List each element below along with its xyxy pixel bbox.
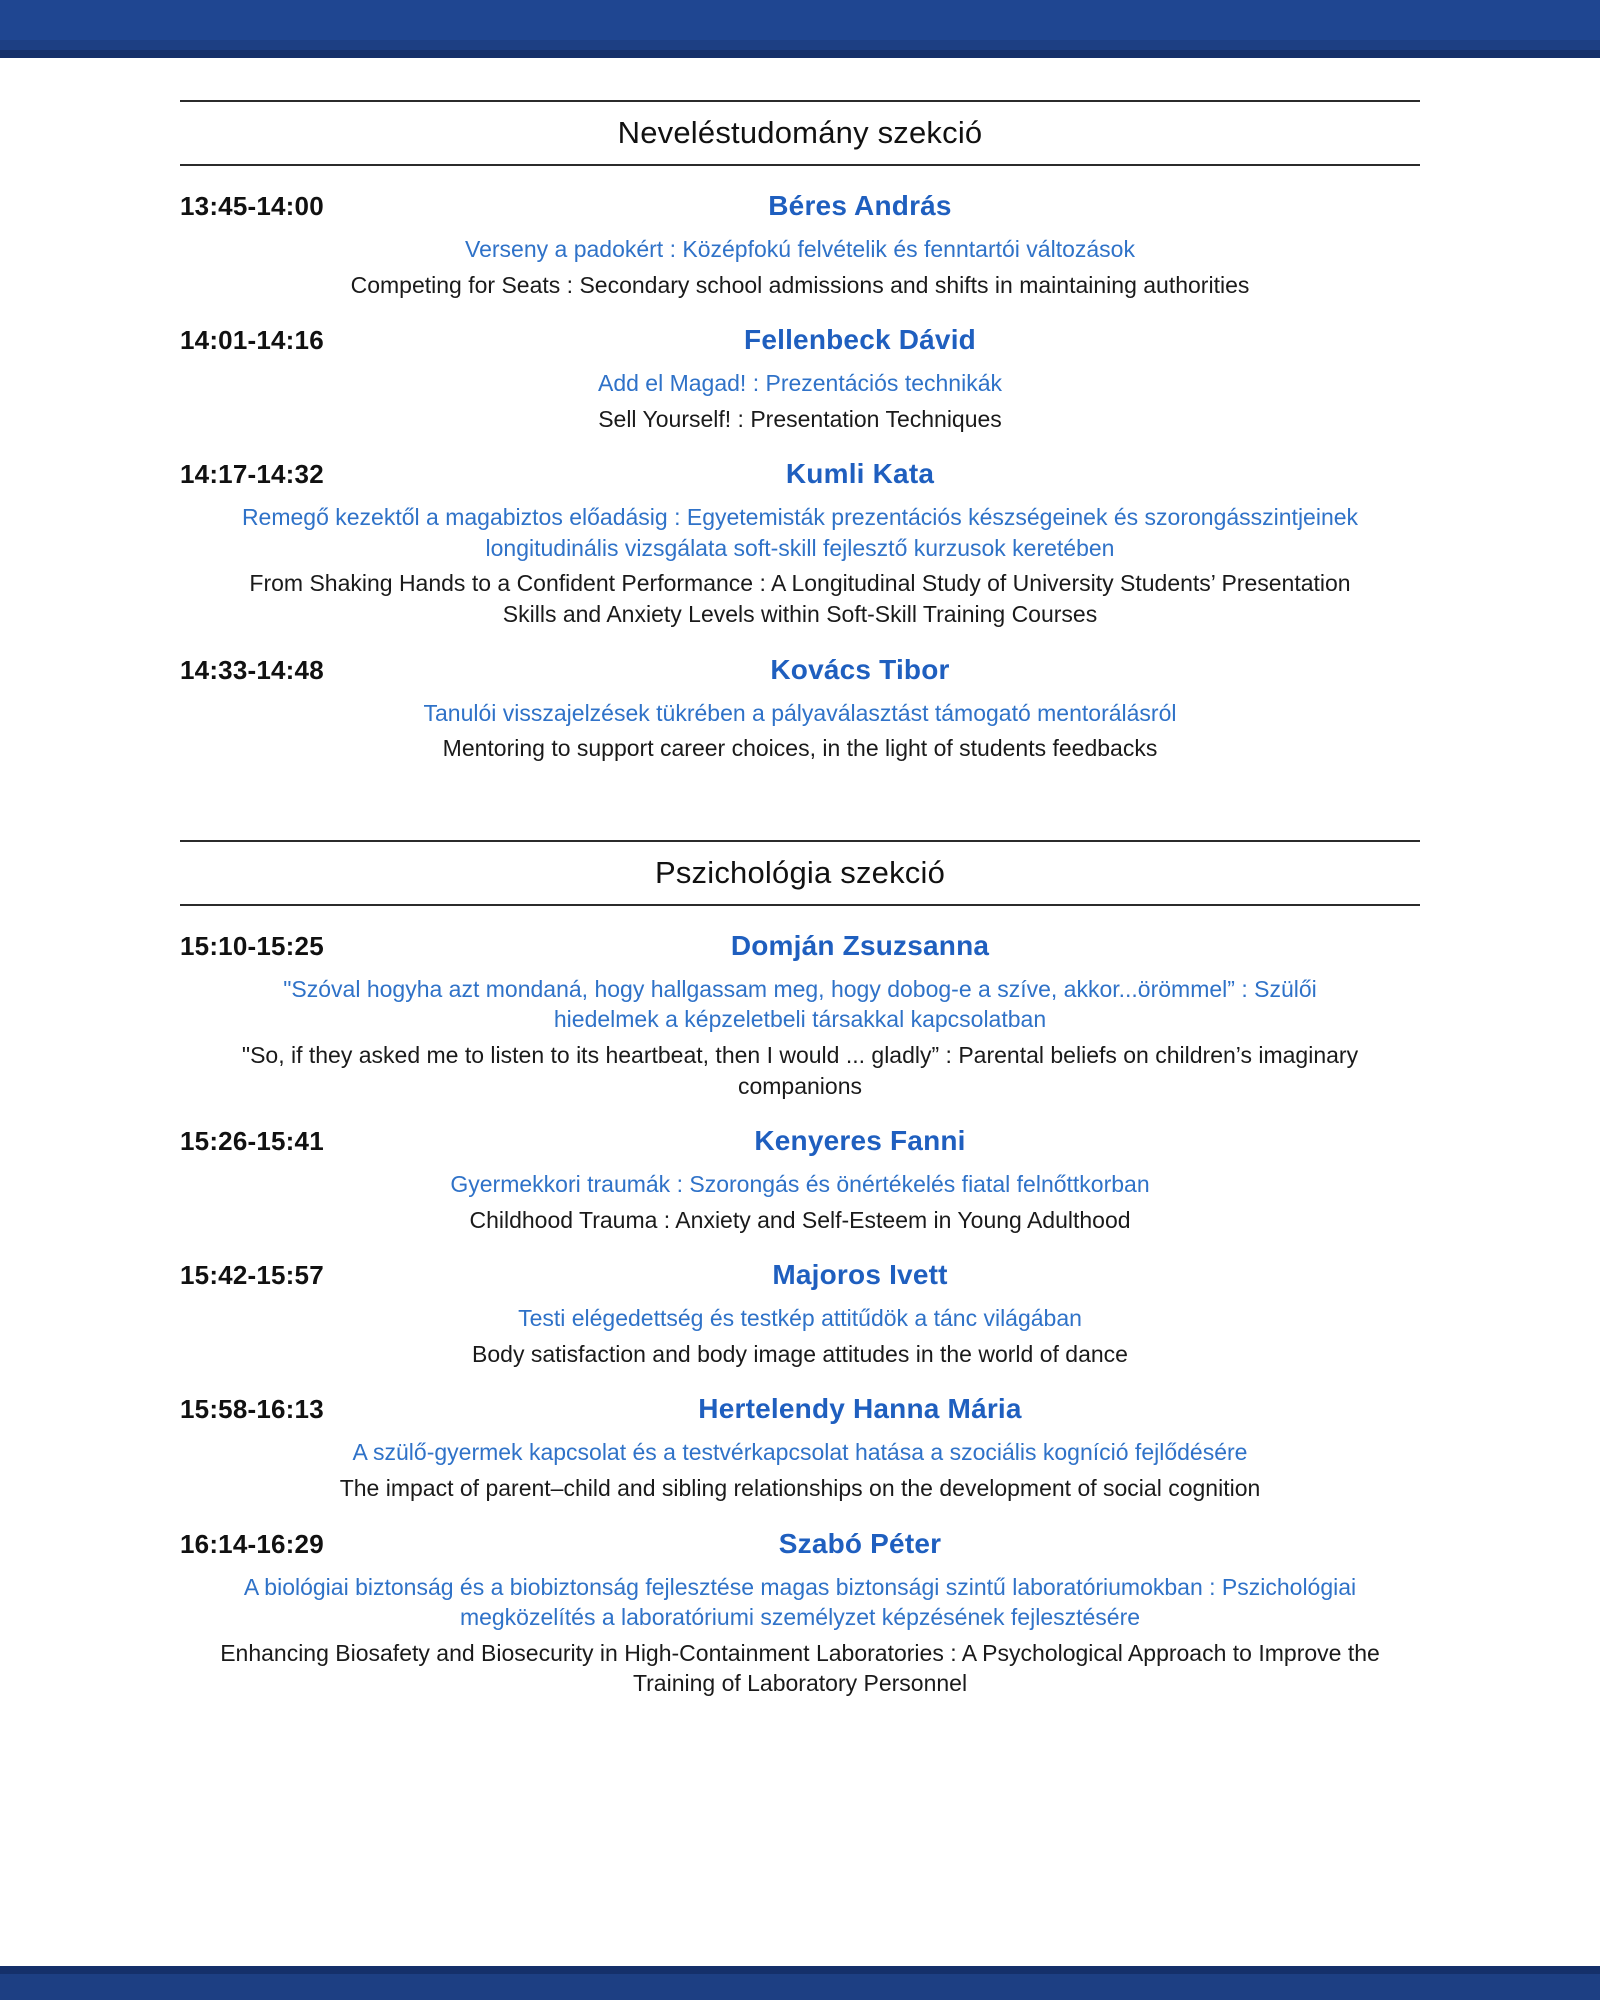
banner-bottom-rule [0, 50, 1600, 58]
talk-author: Hertelendy Hanna Mária [698, 1393, 1022, 1425]
bottom-banner-rule [0, 1966, 1600, 1974]
talk-time: 14:33-14:48 [180, 654, 324, 685]
talk-author: Domján Zsuzsanna [730, 929, 990, 961]
talk-title-en: Enhancing Biosafety and Biosecurity in High-Containment Laboratories : A Psychological Approach to Improve the Training of Laboratory Personnel [220, 1639, 1380, 1697]
talk-title-hu: "Szóval hogyha azt mondaná, hogy hallgassam meg, hogy dobog-e a szíve, akkor...örömmel” : Szülői hiedelmek a képzeletbeli társakkal kapcsolatban [283, 975, 1317, 1033]
talk-title-en: Childhood Trauma : Anxiety and Self-Esteem in Young Adulthood [469, 1206, 1131, 1233]
talk-header [180, 190, 1420, 228]
section-title: Pszichológia szekció [180, 840, 1420, 906]
section-spacer [180, 764, 1420, 798]
talk-title-en: The impact of parent–child and sibling relationships on the development of social cognition [339, 1474, 1261, 1501]
talk-title-en: From Shaking Hands to a Confident Performance : A Longitudinal Study of University Students’ Presentation Skills and Anxiety Levels within Soft-Skill Training Courses [249, 570, 1351, 628]
talk-header [180, 458, 1420, 496]
page-bottom-banner [0, 1966, 1600, 2000]
talk-title-hu: Verseny a padokért : Középfokú felvételik és fenntartói változások [465, 236, 1135, 262]
talk-header [180, 654, 1420, 692]
talk-title-en: Mentoring to support career choices, in the light of students feedbacks [442, 735, 1158, 762]
talk-item [180, 930, 1420, 1101]
talk-title-en: Sell Yourself! : Presentation Techniques [598, 405, 1002, 432]
talk-item [180, 1528, 1420, 1699]
section-title: Neveléstudomány szekció [180, 100, 1420, 166]
talk-title-hu: Remegő kezektől a magabiztos előadásig : Egyetemisták prezentációs készségeinek és szorongásszintjeinek longitudinális vizsgálata soft-skill fejlesztő kurzusok keretében [241, 504, 1359, 561]
talk-author: Fellenbeck Dávid [744, 324, 976, 356]
talk-item [180, 324, 1420, 434]
talk-time: 13:45-14:00 [180, 191, 324, 221]
talk-item [180, 654, 1420, 764]
talk-title-hu: A szülő-gyermek kapcsolat és a testvérkapcsolat hatása a szociális kogníció fejlődésére [352, 1439, 1248, 1466]
page-top-banner [0, 0, 1600, 58]
talk-header [180, 324, 1420, 362]
talk-author: Kovács Tibor [770, 653, 950, 685]
talk-title-hu: Add el Magad! : Prezentációs technikák [597, 370, 1002, 397]
talk-title-en: Competing for Seats : Secondary school admissions and shifts in maintaining authorities [350, 271, 1250, 298]
talk-header [180, 1528, 1420, 1566]
talk-time: 14:01-14:16 [180, 325, 324, 356]
talk-header [180, 1393, 1420, 1431]
section-neveléstudomány [180, 100, 1420, 764]
banner-fill [0, 0, 1600, 40]
program-content [0, 100, 1600, 1699]
talk-author: Szabó Péter [778, 1527, 942, 1559]
talk-header [180, 1125, 1420, 1163]
talk-title-en: "So, if they asked me to listen to its heartbeat, then I would ... gladly” : Parental beliefs on children’s imaginary companions [241, 1041, 1359, 1099]
talk-time: 16:14-16:29 [180, 1528, 324, 1559]
talk-author: Kenyeres Fanni [754, 1125, 966, 1157]
talk-item [180, 458, 1420, 629]
talk-item [180, 190, 1420, 300]
talk-author: Kumli Kata [785, 458, 935, 490]
talk-author: Majoros Ivett [772, 1259, 948, 1291]
talk-item [180, 1393, 1420, 1503]
talk-title-hu: A biológiai biztonság és a biobiztonság fejlesztése magas biztonsági szintű laboratóriumokban : Pszichológiai megközelítés a laboratóriumi személyzet képzésének fejlesztésére [243, 1573, 1357, 1631]
banner-title [0, 0, 1600, 4]
talk-author: Béres András [768, 190, 952, 221]
talk-time: 15:26-15:41 [180, 1126, 324, 1157]
talk-item [180, 1259, 1420, 1369]
section-pszichológia [180, 840, 1420, 1699]
talk-time: 14:17-14:32 [180, 459, 324, 490]
talk-title-hu: Testi elégedettség és testkép attitűdök a tánc világában [518, 1305, 1082, 1332]
talk-title-hu: Tanulói visszajelzések tükrében a pályaválasztást támogató mentorálásról [423, 699, 1177, 726]
talk-item [180, 1125, 1420, 1235]
talk-time: 15:10-15:25 [180, 930, 324, 961]
talk-time: 15:58-16:13 [180, 1394, 324, 1425]
talk-header [180, 930, 1420, 968]
talk-header [180, 1259, 1420, 1297]
talk-title-en: Body satisfaction and body image attitudes in the world of dance [472, 1340, 1128, 1367]
talk-title-hu: Gyermekkori traumák : Szorongás és önértékelés fiatal felnőttkorban [450, 1171, 1150, 1198]
talk-time: 15:42-15:57 [180, 1260, 324, 1291]
